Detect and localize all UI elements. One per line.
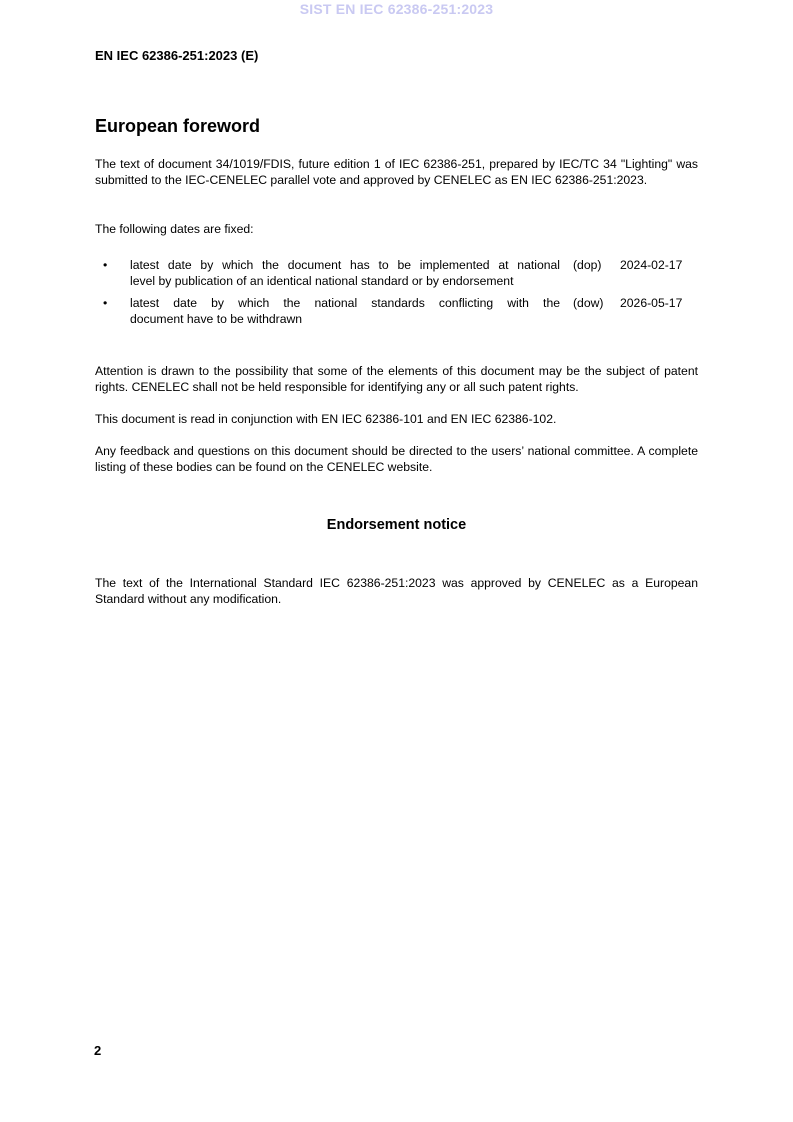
document-header: EN IEC 62386-251:2023 (E) (95, 48, 259, 63)
date-description (130, 258, 560, 289)
date-description-line: document have to be withdrawn (130, 311, 303, 326)
date-description-line: level by publication of an identical national standard or by endorsement (130, 273, 514, 288)
foreword-title: European foreword (95, 116, 261, 136)
date-code: (dop) (573, 258, 602, 272)
bullet-icon: • (103, 258, 108, 272)
date-value: 2026-05-17 (620, 296, 683, 310)
foreword-intro-paragraph: The text of document 34/1019/FDIS, future edition 1 of IEC 62386-251, prepared by IEC/TC 34 "Lighting" was submitted to the IEC-CENELEC parallel vote and approved by CENELEC as EN IEC 62386-251:2023. (95, 157, 698, 187)
watermark: SIST EN IEC 62386-251:2023 (299, 1, 494, 17)
page-number: 2 (94, 1043, 102, 1058)
date-description-line: latest date by which the national standards conflicting with the (130, 296, 560, 310)
date-value: 2024-02-17 (620, 258, 683, 272)
date-code: (dow) (573, 296, 604, 310)
date-description-line: latest date by which the document has to be implemented at national (130, 258, 560, 272)
endorsement-title: Endorsement notice (326, 517, 467, 533)
bullet-icon: • (103, 296, 108, 310)
feedback-paragraph: Any feedback and questions on this document should be directed to the users’ national committee. A complete listing of these bodies can be found on the CENELEC website. (95, 444, 698, 474)
date-description (130, 296, 560, 327)
conjunction-paragraph: This document is read in conjunction with EN IEC 62386-101 and EN IEC 62386-102. (95, 412, 557, 426)
dates-intro-paragraph: The following dates are fixed: (95, 222, 254, 236)
patent-attention-paragraph: Attention is drawn to the possibility that some of the elements of this document may be the subject of patent rights. CENELEC shall not be held responsible for identifying any or all such patent rights. (95, 364, 698, 394)
endorsement-paragraph: The text of the International Standard IEC 62386-251:2023 was approved by CENELEC as a European Standard without any modification. (95, 576, 698, 606)
